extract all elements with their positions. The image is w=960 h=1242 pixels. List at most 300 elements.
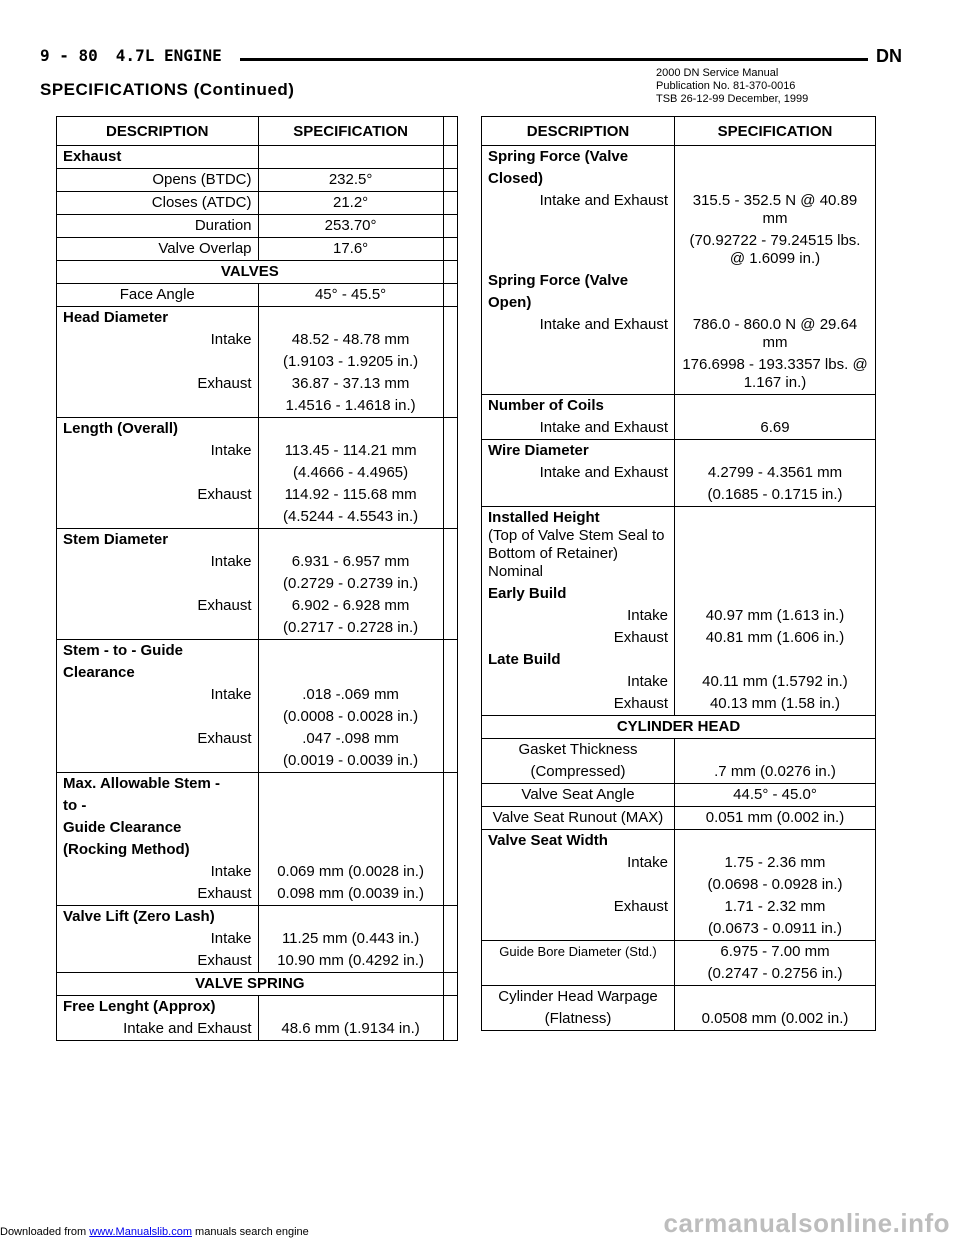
- description-text: (Rocking Method): [63, 841, 190, 858]
- spec-value: .047 -.098 mm: [258, 728, 443, 750]
- spec-value: [675, 146, 876, 169]
- spec-description: [57, 906, 259, 929]
- table-row: [482, 440, 876, 463]
- table-row: [57, 662, 458, 684]
- description-text: Intake: [627, 673, 668, 690]
- spec-value: [675, 583, 876, 605]
- column-spacer: [443, 238, 457, 261]
- description-text: Cylinder Head Warpage: [498, 988, 658, 1005]
- publication-line: Publication No. 81-370-0016: [656, 80, 796, 92]
- spec-description: [57, 950, 259, 973]
- spec-value: (0.0673 - 0.0911 in.): [675, 918, 876, 941]
- spec-description: [482, 583, 675, 605]
- table-row: [482, 693, 876, 716]
- spec-description: [57, 795, 259, 817]
- column-spacer: [443, 973, 457, 996]
- description-text: Length (Overall): [63, 420, 179, 437]
- table-row: [482, 417, 876, 440]
- table-row: [57, 284, 458, 307]
- column-spacer: [443, 351, 457, 373]
- table-row: [57, 817, 458, 839]
- column-spacer: [443, 883, 457, 906]
- spec-value: 48.6 mm (1.9134 in.): [258, 1018, 443, 1041]
- section-row: [57, 973, 458, 996]
- spec-description: [57, 706, 259, 728]
- spec-description: [57, 284, 259, 307]
- spec-description: [482, 440, 675, 463]
- footer-suffix: manuals search engine: [191, 1226, 309, 1238]
- spec-description: [57, 506, 259, 529]
- spec-description: [57, 728, 259, 750]
- description-text: Valve Seat Width: [488, 832, 608, 849]
- table-row: [57, 996, 458, 1019]
- spec-description: [482, 986, 675, 1009]
- spec-description: [482, 761, 675, 784]
- spec-description: [482, 417, 675, 440]
- column-spacer: [443, 373, 457, 395]
- spec-value: 44.5° - 45.0°: [675, 784, 876, 807]
- table-row: [57, 861, 458, 883]
- table-row: [482, 784, 876, 807]
- table-row: [482, 395, 876, 418]
- column-spacer: [443, 817, 457, 839]
- description-text: Valve Seat Angle: [521, 786, 635, 803]
- spec-value: (70.92722 - 79.24515 lbs. @ 1.6099 in.): [675, 230, 876, 270]
- spec-value: .7 mm (0.0276 in.): [675, 761, 876, 784]
- spec-description: [482, 190, 675, 230]
- spec-value: .018 -.069 mm: [258, 684, 443, 706]
- spec-description: [57, 996, 259, 1019]
- column-spacer: [443, 484, 457, 506]
- spec-description: [482, 874, 675, 896]
- description-text: Valve Seat Runout (MAX): [492, 809, 664, 826]
- spec-value: (0.0019 - 0.0039 in.): [258, 750, 443, 773]
- table-row: [482, 830, 876, 853]
- spec-value: 176.6998 - 193.3357 lbs. @ 1.167 in.): [675, 354, 876, 395]
- spec-value: 113.45 - 114.21 mm: [258, 440, 443, 462]
- table-row: [57, 238, 458, 261]
- spec-description: [57, 238, 259, 261]
- spec-description: [57, 750, 259, 773]
- spec-value: 17.6°: [258, 238, 443, 261]
- column-spacer: [443, 928, 457, 950]
- column-spacer: [443, 462, 457, 484]
- table-row: [57, 773, 458, 796]
- description-text: Clearance: [63, 664, 135, 681]
- column-spacer: [443, 192, 457, 215]
- table-row: [482, 874, 876, 896]
- column-spacer: [443, 950, 457, 973]
- spec-value: [258, 817, 443, 839]
- model-code: DN: [876, 46, 902, 66]
- spec-value: (4.5244 - 4.5543 in.): [258, 506, 443, 529]
- spec-value: 786.0 - 860.0 N @ 29.64 mm: [675, 314, 876, 354]
- spec-description: [57, 395, 259, 418]
- section-row: [482, 716, 876, 739]
- spec-description: [57, 351, 259, 373]
- spec-value: 45° - 45.5°: [258, 284, 443, 307]
- spec-value: 232.5°: [258, 169, 443, 192]
- spec-description: [57, 684, 259, 706]
- table-row: [57, 440, 458, 462]
- table-header-row: [482, 117, 876, 146]
- spec-value: 21.2°: [258, 192, 443, 215]
- spec-description: [482, 807, 675, 830]
- spec-value: (4.4666 - 4.4965): [258, 462, 443, 484]
- column-spacer: [443, 617, 457, 640]
- spec-value: 36.87 - 37.13 mm: [258, 373, 443, 395]
- table-row: [482, 918, 876, 941]
- column-spacer: [443, 996, 457, 1019]
- description-text: Gasket Thickness: [518, 741, 638, 758]
- spec-value: 6.902 - 6.928 mm: [258, 595, 443, 617]
- description-text: Guide Clearance: [63, 819, 182, 836]
- table-row: [57, 928, 458, 950]
- page-number: 9 - 80: [40, 46, 98, 65]
- column-spacer: [443, 215, 457, 238]
- spec-description: [57, 215, 259, 238]
- table-row: [482, 583, 876, 605]
- description-text: Exhaust: [197, 885, 252, 902]
- table-row: [57, 883, 458, 906]
- column-spacer: [443, 284, 457, 307]
- description-text: Intake and Exhaust: [539, 419, 668, 436]
- spec-description: [482, 627, 675, 649]
- section-heading: CYLINDER HEAD: [482, 716, 876, 739]
- table-row: [482, 507, 876, 584]
- column-spacer: [443, 839, 457, 861]
- spec-value: (0.2717 - 0.2728 in.): [258, 617, 443, 640]
- table-row: [57, 215, 458, 238]
- spec-value: [258, 307, 443, 330]
- spec-description: [57, 773, 259, 796]
- spec-value: [675, 649, 876, 671]
- spec-description: [482, 314, 675, 354]
- column-spacer: [443, 773, 457, 796]
- section-title: 4.7L ENGINE: [115, 46, 222, 65]
- page-subtitle: SPECIFICATIONS (Continued): [40, 80, 295, 99]
- spec-description: [482, 784, 675, 807]
- spec-value: [258, 146, 443, 169]
- spec-description: [482, 395, 675, 418]
- column-header-specification: SPECIFICATION: [675, 117, 876, 146]
- description-text: Duration: [194, 217, 252, 234]
- table-row: [57, 706, 458, 728]
- spec-value: [675, 986, 876, 1009]
- spec-value: [675, 292, 876, 314]
- description-text: Intake: [210, 331, 252, 348]
- table-row: [482, 484, 876, 507]
- spec-description: [57, 617, 259, 640]
- table-row: [57, 307, 458, 330]
- table-row: [482, 230, 876, 270]
- spec-description: [57, 662, 259, 684]
- spec-value: 6.931 - 6.957 mm: [258, 551, 443, 573]
- table-row: [57, 1018, 458, 1041]
- spec-description: [57, 146, 259, 169]
- table-row: [482, 896, 876, 918]
- table-row: [57, 192, 458, 215]
- table-row: [57, 551, 458, 573]
- spec-value: 315.5 - 352.5 N @ 40.89 mm: [675, 190, 876, 230]
- table-row: [482, 270, 876, 292]
- spec-description: [57, 551, 259, 573]
- table-row: [482, 941, 876, 964]
- description-text: Exhaust: [197, 730, 252, 747]
- table-row: [57, 950, 458, 973]
- spec-value: [258, 906, 443, 929]
- column-header-specification: SPECIFICATION: [258, 117, 443, 146]
- description-text: Exhaust: [197, 597, 252, 614]
- table-row: [482, 963, 876, 986]
- spec-value: [675, 830, 876, 853]
- column-spacer: [443, 750, 457, 773]
- spec-table-left: [56, 116, 458, 1041]
- spec-description: [482, 1008, 675, 1031]
- spec-description: [57, 529, 259, 552]
- description-text: Exhaust: [63, 148, 122, 165]
- spec-value: 48.52 - 48.78 mm: [258, 329, 443, 351]
- table-row: [57, 839, 458, 861]
- spec-value: 6.69: [675, 417, 876, 440]
- table-row: [57, 617, 458, 640]
- spec-description: [57, 462, 259, 484]
- description-text: Intake and Exhaust: [539, 316, 668, 333]
- description-note: (Top of Valve Stem Seal to Bottom of Retainer) Nominal: [488, 527, 665, 580]
- spec-value: 40.13 mm (1.58 in.): [675, 693, 876, 716]
- description-text: Head Diameter: [63, 309, 169, 326]
- table-row: [57, 351, 458, 373]
- manualslib-link[interactable]: www.Manualslib.com: [89, 1226, 192, 1238]
- description-text: Early Build: [488, 585, 567, 602]
- spec-description: [57, 595, 259, 617]
- description-text: Closes (ATDC): [151, 194, 252, 211]
- publication-line: 2000 DN Service Manual: [656, 67, 779, 79]
- description-text: Exhaust: [197, 486, 252, 503]
- table-row: [57, 169, 458, 192]
- column-spacer: [443, 418, 457, 441]
- spec-description: [482, 462, 675, 484]
- description-text: Valve Lift (Zero Lash): [63, 908, 215, 925]
- description-text: Number of Coils: [488, 397, 604, 414]
- table-row: [57, 573, 458, 595]
- spec-value: [675, 507, 876, 584]
- spec-value: [675, 440, 876, 463]
- spec-table-right: [481, 116, 876, 1031]
- description-text: Installed Height: [488, 509, 600, 526]
- table-row: [482, 168, 876, 190]
- spec-value: (0.0698 - 0.0928 in.): [675, 874, 876, 896]
- spec-description: [482, 896, 675, 918]
- spec-description: [57, 169, 259, 192]
- column-spacer: [443, 329, 457, 351]
- spec-description: [57, 861, 259, 883]
- description-text: Max. Allowable Stem -: [63, 775, 220, 792]
- table-row: [57, 418, 458, 441]
- description-text: Exhaust: [613, 629, 668, 646]
- spec-description: [482, 292, 675, 314]
- column-spacer: [443, 146, 457, 169]
- spec-value: 40.81 mm (1.606 in.): [675, 627, 876, 649]
- column-spacer: [443, 595, 457, 617]
- spec-value: [258, 839, 443, 861]
- spec-value: [675, 395, 876, 418]
- spec-value: 114.92 - 115.68 mm: [258, 484, 443, 506]
- spec-value: [258, 529, 443, 552]
- description-text: Intake and Exhaust: [123, 1020, 252, 1037]
- spec-description: [482, 649, 675, 671]
- spec-value: [258, 662, 443, 684]
- spec-description: [57, 817, 259, 839]
- table-row: [482, 627, 876, 649]
- description-text: Intake: [210, 553, 252, 570]
- spec-description: [482, 484, 675, 507]
- table-row: [482, 354, 876, 395]
- spec-value: 253.70°: [258, 215, 443, 238]
- description-text: (Compressed): [530, 763, 626, 780]
- description-text: to -: [63, 797, 87, 814]
- table-row: [482, 292, 876, 314]
- spec-description: [482, 168, 675, 190]
- table-row: [57, 728, 458, 750]
- table-row: [57, 146, 458, 169]
- description-text: Closed): [488, 170, 544, 187]
- spec-value: [675, 270, 876, 292]
- column-spacer: [443, 307, 457, 330]
- table-header-row: [57, 117, 458, 146]
- spec-value: 0.0508 mm (0.002 in.): [675, 1008, 876, 1031]
- description-text: Exhaust: [197, 375, 252, 392]
- description-text: Intake: [627, 854, 668, 871]
- table-row: [57, 529, 458, 552]
- spec-description: [482, 354, 675, 395]
- publication-info: [656, 67, 808, 106]
- column-spacer: [443, 169, 457, 192]
- table-row: [57, 506, 458, 529]
- spec-value: 1.71 - 2.32 mm: [675, 896, 876, 918]
- table-row: [57, 395, 458, 418]
- table-row: [482, 986, 876, 1009]
- column-spacer: [443, 861, 457, 883]
- table-row: [57, 329, 458, 351]
- spec-description: [482, 507, 675, 584]
- spec-description: [57, 484, 259, 506]
- spec-value: [258, 773, 443, 796]
- table-row: [482, 671, 876, 693]
- column-spacer: [443, 640, 457, 663]
- table-row: [57, 462, 458, 484]
- spec-description: [57, 192, 259, 215]
- section-row: [57, 261, 458, 284]
- table-row: [482, 462, 876, 484]
- spec-description: [57, 307, 259, 330]
- description-text: Intake: [210, 442, 252, 459]
- spec-description: [57, 928, 259, 950]
- description-text: Exhaust: [613, 695, 668, 712]
- column-spacer: [443, 261, 457, 284]
- spec-description: [482, 739, 675, 762]
- description-text: Wire Diameter: [488, 442, 589, 459]
- column-header-description: DESCRIPTION: [57, 117, 259, 146]
- column-spacer: [443, 662, 457, 684]
- description-text: Intake and Exhaust: [539, 464, 668, 481]
- description-text: Stem Diameter: [63, 531, 169, 548]
- description-text: Intake: [210, 686, 252, 703]
- spec-description: [482, 270, 675, 292]
- spec-value: 1.75 - 2.36 mm: [675, 852, 876, 874]
- column-spacer: [443, 728, 457, 750]
- table-row: [57, 484, 458, 506]
- spec-description: [57, 418, 259, 441]
- spec-description: [482, 230, 675, 270]
- column-spacer: [443, 706, 457, 728]
- column-spacer: [443, 506, 457, 529]
- spec-description: [482, 671, 675, 693]
- table-row: [482, 146, 876, 169]
- description-text: Face Angle: [119, 286, 195, 303]
- column-spacer: [443, 1018, 457, 1041]
- spec-description: [482, 963, 675, 986]
- spec-description: [482, 918, 675, 941]
- spec-description: [57, 640, 259, 663]
- spec-description: [57, 573, 259, 595]
- spec-value: 11.25 mm (0.443 in.): [258, 928, 443, 950]
- spec-value: (0.1685 - 0.1715 in.): [675, 484, 876, 507]
- description-text: Exhaust: [613, 898, 668, 915]
- spec-description: [57, 839, 259, 861]
- table-row: [482, 1008, 876, 1031]
- column-spacer: [443, 529, 457, 552]
- download-footer: [0, 1226, 309, 1238]
- description-text: Intake: [210, 930, 252, 947]
- table-row: [482, 605, 876, 627]
- table-row: [482, 852, 876, 874]
- table-row: [57, 795, 458, 817]
- column-spacer: [443, 795, 457, 817]
- spec-value: [258, 795, 443, 817]
- spec-description: [57, 329, 259, 351]
- spec-value: 0.098 mm (0.0039 in.): [258, 883, 443, 906]
- column-spacer: [443, 684, 457, 706]
- spec-value: 40.97 mm (1.613 in.): [675, 605, 876, 627]
- table-row: [482, 190, 876, 230]
- spec-value: 1.4516 - 1.4618 in.): [258, 395, 443, 418]
- site-watermark: carmanualsonline.info: [663, 1208, 950, 1238]
- table-row: [57, 373, 458, 395]
- spec-value: (0.2729 - 0.2739 in.): [258, 573, 443, 595]
- footer-prefix: Downloaded from: [0, 1226, 90, 1238]
- spec-description: [482, 605, 675, 627]
- description-text: Late Build: [488, 651, 561, 668]
- spec-description: [57, 883, 259, 906]
- description-text: Exhaust: [197, 952, 252, 969]
- spec-value: (1.9103 - 1.9205 in.): [258, 351, 443, 373]
- table-row: [57, 906, 458, 929]
- description-text: Opens (BTDC): [152, 171, 252, 188]
- spec-description: [482, 852, 675, 874]
- table-row: [482, 739, 876, 762]
- publication-line: TSB 26-12-99 December, 1999: [656, 93, 809, 105]
- description-text: Guide Bore Diameter (Std.): [499, 944, 657, 959]
- header-rule: [240, 58, 868, 61]
- description-text: Intake: [210, 863, 252, 880]
- description-text: Spring Force (Valve: [488, 148, 629, 165]
- spec-value: 4.2799 - 4.3561 mm: [675, 462, 876, 484]
- spec-description: [57, 1018, 259, 1041]
- column-header-description: DESCRIPTION: [482, 117, 675, 146]
- spec-value: [675, 168, 876, 190]
- column-spacer: [443, 117, 457, 146]
